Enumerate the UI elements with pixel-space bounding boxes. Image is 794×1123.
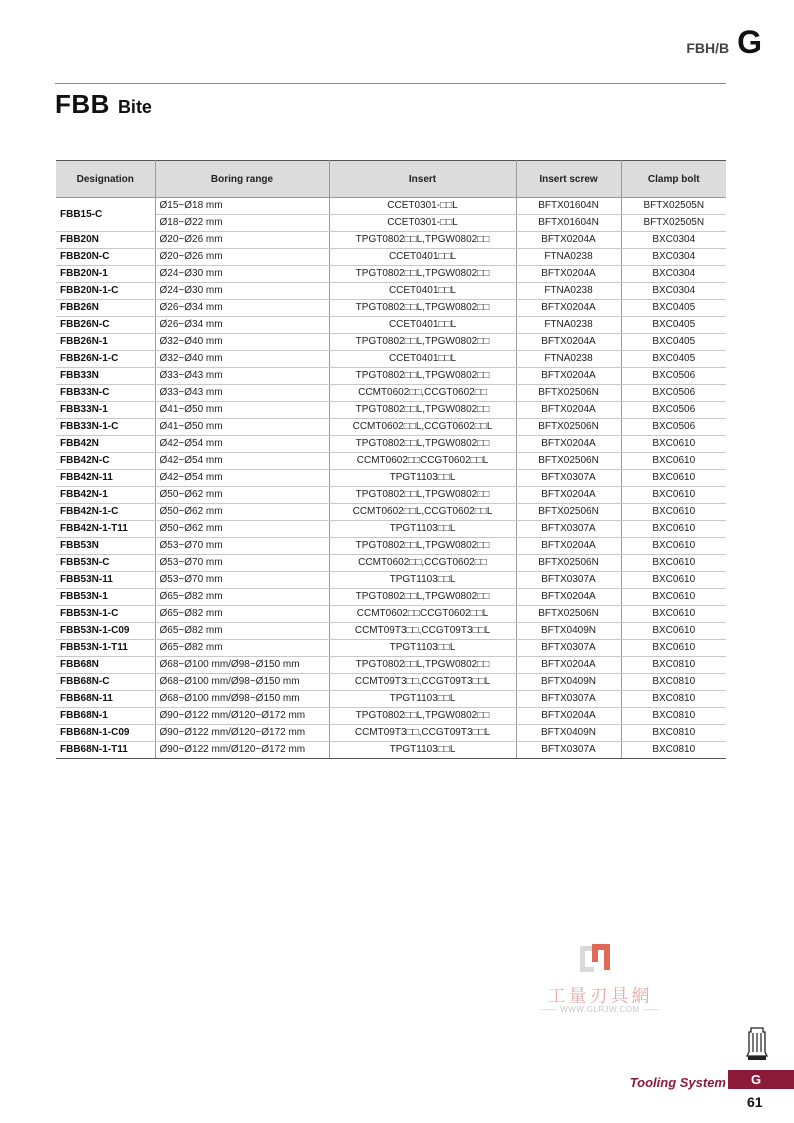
insert-cell: CCMT0602□□,CCGT0602□□ [329,385,516,402]
insert-screw-cell: FTNA0238 [516,317,621,334]
spec-table [56,160,726,759]
table-row [56,657,726,674]
designation-cell: FBB68N-11 [56,691,155,708]
watermark-chinese-text: 工量刃具網 [547,986,653,1006]
page-title-main: FBB [55,89,110,119]
insert-screw-cell: BFTX0204A [516,266,621,283]
designation-cell: FBB68N-1-T11 [56,742,155,759]
designation-cell: FBB15-C [56,198,155,232]
boring-range-cell: Ø20~Ø26 mm [155,249,329,266]
insert-screw-cell: BFTX02506N [516,606,621,623]
insert-cell: TPGT0802□□L,TPGW0802□□ [329,402,516,419]
boring-range-cell: Ø32~Ø40 mm [155,334,329,351]
page-title-sub: Bite [117,97,152,117]
designation-cell: FBB26N [56,300,155,317]
insert-cell: CCMT09T3□□,CCGT09T3□□L [329,674,516,691]
insert-screw-cell: FTNA0238 [516,249,621,266]
designation-cell: FBB53N-1-T11 [56,640,155,657]
clamp-bolt-cell: BXC0506 [621,385,726,402]
insert-cell: TPGT1103□□L [329,521,516,538]
table-row [56,742,726,759]
clamp-bolt-cell: BXC0810 [621,708,726,725]
table-row [56,521,726,538]
insert-cell: TPGT0802□□L,TPGW0802□□ [329,436,516,453]
designation-cell: FBB42N-1 [56,487,155,504]
table-row [56,453,726,470]
insert-screw-cell: BFTX0204A [516,402,621,419]
table-row [56,402,726,419]
clamp-bolt-cell: BXC0610 [621,470,726,487]
insert-cell: CCET0301-□□L [329,198,516,215]
insert-screw-cell: BFTX0307A [516,742,621,759]
section-header [686,24,762,61]
table-row [56,198,726,215]
clamp-bolt-cell: BXC0810 [621,725,726,742]
designation-cell: FBB20N-1 [56,266,155,283]
table-row [56,504,726,521]
insert-screw-cell: BFTX02506N [516,504,621,521]
insert-screw-cell: BFTX01604N [516,215,621,232]
insert-cell: CCET0401□□L [329,249,516,266]
boring-range-cell: Ø90~Ø122 mm/Ø120~Ø172 mm [155,742,329,759]
table-row [56,215,726,232]
insert-screw-cell: BFTX0409N [516,623,621,640]
insert-cell: CCET0301-□□L [329,215,516,232]
insert-cell: CCMT0602□□CCGT0602□□L [329,606,516,623]
boring-range-cell: Ø41~Ø50 mm [155,419,329,436]
table-row [56,436,726,453]
designation-cell: FBB68N [56,657,155,674]
boring-range-cell: Ø53~Ø70 mm [155,538,329,555]
column-header: Insert [329,161,516,198]
boring-range-cell: Ø65~Ø82 mm [155,640,329,657]
insert-screw-cell: BFTX0204A [516,708,621,725]
clamp-bolt-cell: BXC0405 [621,334,726,351]
clamp-bolt-cell: BFTX02505N [621,198,726,215]
clamp-bolt-cell: BXC0304 [621,283,726,300]
boring-range-cell: Ø15~Ø18 mm [155,198,329,215]
designation-cell: FBB53N-C [56,555,155,572]
insert-cell: TPGT0802□□L,TPGW0802□□ [329,487,516,504]
insert-cell: TPGT1103□□L [329,691,516,708]
insert-screw-cell: BFTX02506N [516,385,621,402]
insert-screw-cell: BFTX0307A [516,470,621,487]
boring-range-cell: Ø33~Ø43 mm [155,385,329,402]
designation-cell: FBB53N [56,538,155,555]
table-row [56,623,726,640]
table-row [56,708,726,725]
boring-range-cell: Ø33~Ø43 mm [155,368,329,385]
insert-cell: TPGT0802□□L,TPGW0802□□ [329,368,516,385]
boring-range-cell: Ø26~Ø34 mm [155,300,329,317]
designation-cell: FBB20N [56,232,155,249]
column-header: Boring range [155,161,329,198]
boring-range-cell: Ø42~Ø54 mm [155,470,329,487]
section-tab: G [728,1070,794,1089]
insert-cell: TPGT0802□□L,TPGW0802□□ [329,708,516,725]
boring-range-cell: Ø68~Ø100 mm/Ø98~Ø150 mm [155,691,329,708]
boring-range-cell: Ø32~Ø40 mm [155,351,329,368]
clamp-bolt-cell: BXC0610 [621,555,726,572]
watermark-url: —— WWW.GLRJW.COM —— [540,1005,660,1014]
table-row [56,470,726,487]
column-header: Clamp bolt [621,161,726,198]
clamp-bolt-cell: BFTX02505N [621,215,726,232]
table-row [56,334,726,351]
clamp-bolt-cell: BXC0304 [621,266,726,283]
header-divider [55,83,726,84]
insert-cell: TPGT0802□□L,TPGW0802□□ [329,300,516,317]
designation-cell: FBB33N-1 [56,402,155,419]
column-header: Designation [56,161,155,198]
clamp-bolt-cell: BXC0810 [621,742,726,759]
column-header: Insert screw [516,161,621,198]
boring-range-cell: Ø68~Ø100 mm/Ø98~Ø150 mm [155,657,329,674]
table-row [56,572,726,589]
clamp-bolt-cell: BXC0610 [621,436,726,453]
insert-screw-cell: BFTX0204A [516,487,621,504]
table-row [56,249,726,266]
insert-cell: TPGT0802□□L,TPGW0802□□ [329,232,516,249]
designation-cell: FBB68N-C [56,674,155,691]
insert-cell: CCET0401□□L [329,283,516,300]
boring-range-cell: Ø65~Ø82 mm [155,606,329,623]
insert-cell: CCMT0602□□,CCGT0602□□ [329,555,516,572]
table-row [56,385,726,402]
insert-screw-cell: BFTX0204A [516,436,621,453]
insert-cell: CCMT0602□□L,CCGT0602□□L [329,419,516,436]
footer-label: Tooling System [629,1075,726,1090]
designation-cell: FBB33N-C [56,385,155,402]
clamp-bolt-cell: BXC0610 [621,453,726,470]
insert-screw-cell: BFTX0204A [516,232,621,249]
table-row [56,368,726,385]
clamp-bolt-cell: BXC0610 [621,589,726,606]
boring-range-cell: Ø24~Ø30 mm [155,283,329,300]
insert-cell: TPGT1103□□L [329,742,516,759]
boring-range-cell: Ø50~Ø62 mm [155,504,329,521]
designation-cell: FBB26N-C [56,317,155,334]
insert-screw-cell: BFTX02506N [516,555,621,572]
insert-cell: TPGT0802□□L,TPGW0802□□ [329,334,516,351]
table-body [56,198,726,759]
designation-cell: FBB68N-1-C09 [56,725,155,742]
boring-range-cell: Ø90~Ø122 mm/Ø120~Ø172 mm [155,725,329,742]
clamp-bolt-cell: BXC0304 [621,249,726,266]
clamp-bolt-cell: BXC0610 [621,538,726,555]
boring-range-cell: Ø53~Ø70 mm [155,572,329,589]
insert-cell: TPGT0802□□L,TPGW0802□□ [329,657,516,674]
insert-screw-cell: BFTX0307A [516,572,621,589]
clamp-bolt-cell: BXC0610 [621,623,726,640]
clamp-bolt-cell: BXC0610 [621,640,726,657]
boring-range-cell: Ø42~Ø54 mm [155,453,329,470]
boring-range-cell: Ø65~Ø82 mm [155,623,329,640]
clamp-bolt-cell: BXC0610 [621,606,726,623]
clamp-bolt-cell: BXC0610 [621,504,726,521]
designation-cell: FBB42N-1-C [56,504,155,521]
insert-cell: CCET0401□□L [329,317,516,334]
insert-screw-cell: BFTX0307A [516,521,621,538]
page-title [55,89,152,120]
boring-range-cell: Ø68~Ø100 mm/Ø98~Ø150 mm [155,674,329,691]
insert-screw-cell: BFTX0307A [516,691,621,708]
boring-range-cell: Ø50~Ø62 mm [155,487,329,504]
insert-cell: TPGT0802□□L,TPGW0802□□ [329,266,516,283]
clamp-bolt-cell: BXC0405 [621,317,726,334]
collet-icon [745,1026,769,1066]
clamp-bolt-cell: BXC0506 [621,402,726,419]
clamp-bolt-cell: BXC0506 [621,368,726,385]
table-row [56,640,726,657]
clamp-bolt-cell: BXC0405 [621,300,726,317]
boring-range-cell: Ø90~Ø122 mm/Ø120~Ø172 mm [155,708,329,725]
boring-range-cell: Ø18~Ø22 mm [155,215,329,232]
designation-cell: FBB42N-11 [56,470,155,487]
table-row [56,725,726,742]
table-row [56,589,726,606]
designation-cell: FBB53N-1-C09 [56,623,155,640]
table-header-row [56,161,726,198]
table-row [56,691,726,708]
insert-screw-cell: BFTX0204A [516,334,621,351]
boring-range-cell: Ø65~Ø82 mm [155,589,329,606]
clamp-bolt-cell: BXC0405 [621,351,726,368]
insert-cell: CCMT0602□□L,CCGT0602□□L [329,504,516,521]
boring-range-cell: Ø53~Ø70 mm [155,555,329,572]
boring-range-cell: Ø24~Ø30 mm [155,266,329,283]
insert-cell: TPGT1103□□L [329,470,516,487]
insert-cell: TPGT0802□□L,TPGW0802□□ [329,589,516,606]
table-row [56,266,726,283]
insert-screw-cell: BFTX0204A [516,300,621,317]
insert-cell: TPGT1103□□L [329,640,516,657]
designation-cell: FBB53N-1 [56,589,155,606]
insert-screw-cell: BFTX0204A [516,657,621,674]
page-number: 61 [747,1094,763,1110]
insert-screw-cell: BFTX01604N [516,198,621,215]
table-row [56,487,726,504]
boring-range-cell: Ø42~Ø54 mm [155,436,329,453]
watermark-mark-icon [578,940,618,980]
insert-screw-cell: BFTX0204A [516,589,621,606]
designation-cell: FBB68N-1 [56,708,155,725]
designation-cell: FBB53N-1-C [56,606,155,623]
insert-screw-cell: BFTX0307A [516,640,621,657]
insert-cell: TPGT0802□□L,TPGW0802□□ [329,538,516,555]
clamp-bolt-cell: BXC0610 [621,572,726,589]
insert-cell: CCMT09T3□□,CCGT09T3□□L [329,623,516,640]
designation-cell: FBB26N-1-C [56,351,155,368]
boring-range-cell: Ø26~Ø34 mm [155,317,329,334]
insert-screw-cell: BFTX0204A [516,368,621,385]
boring-range-cell: Ø50~Ø62 mm [155,521,329,538]
table-row [56,317,726,334]
designation-cell: FBB42N [56,436,155,453]
table-row [56,300,726,317]
table-row [56,419,726,436]
clamp-bolt-cell: BXC0506 [621,419,726,436]
table-row [56,674,726,691]
designation-cell: FBB33N-1-C [56,419,155,436]
boring-range-cell: Ø41~Ø50 mm [155,402,329,419]
designation-cell: FBB20N-C [56,249,155,266]
clamp-bolt-cell: BXC0810 [621,691,726,708]
designation-cell: FBB33N [56,368,155,385]
designation-cell: FBB53N-11 [56,572,155,589]
clamp-bolt-cell: BXC0304 [621,232,726,249]
table-row [56,555,726,572]
designation-cell: FBB42N-1-T11 [56,521,155,538]
insert-screw-cell: BFTX02506N [516,453,621,470]
designation-cell: FBB26N-1 [56,334,155,351]
table-row [56,538,726,555]
insert-screw-cell: BFTX0409N [516,674,621,691]
table-row [56,232,726,249]
table-row [56,283,726,300]
series-code: FBH/B [686,40,730,56]
section-letter: G [737,24,762,60]
clamp-bolt-cell: BXC0610 [621,521,726,538]
clamp-bolt-cell: BXC0810 [621,674,726,691]
designation-cell: FBB42N-C [56,453,155,470]
insert-screw-cell: BFTX02506N [516,419,621,436]
insert-cell: TPGT1103□□L [329,572,516,589]
insert-screw-cell: FTNA0238 [516,283,621,300]
insert-cell: CCET0401□□L [329,351,516,368]
clamp-bolt-cell: BXC0610 [621,487,726,504]
table-row [56,351,726,368]
table-row [56,606,726,623]
insert-screw-cell: FTNA0238 [516,351,621,368]
insert-cell: CCMT0602□□CCGT0602□□L [329,453,516,470]
insert-cell: CCMT09T3□□,CCGT09T3□□L [329,725,516,742]
designation-cell: FBB20N-1-C [56,283,155,300]
boring-range-cell: Ø20~Ø26 mm [155,232,329,249]
insert-screw-cell: BFTX0409N [516,725,621,742]
watermark-logo [520,940,680,1020]
clamp-bolt-cell: BXC0810 [621,657,726,674]
insert-screw-cell: BFTX0204A [516,538,621,555]
